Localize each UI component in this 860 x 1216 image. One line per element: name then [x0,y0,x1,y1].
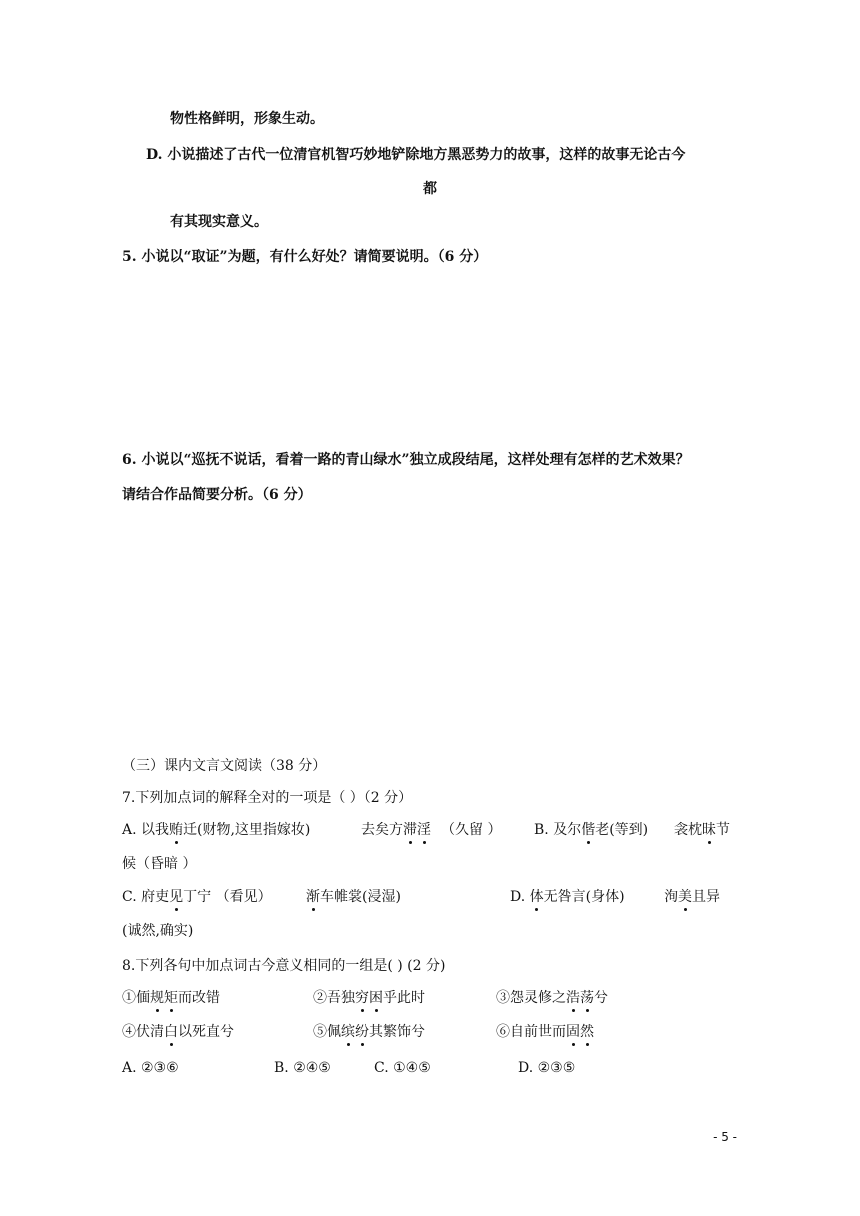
dotted-char: 淫 [417,822,431,838]
dotted-char: 见 [169,889,184,905]
question-6-line1: 6. 小说以“巡抚不说话，看着一路的青山绿水”独立成段结尾，这样处理有怎样的艺术效果？ [122,452,690,468]
dotted-char: 偕 [581,822,596,838]
option-c-label: C. 府吏 [122,889,170,905]
dotted-char: 纷 [355,1024,369,1040]
dotted-char: 然 [580,1024,594,1040]
dotted-char: 白 [164,1024,178,1040]
option-a-gloss2: （久留 ） [441,822,502,838]
question-7-stem: 7.下列加点词的解释全对的一项是（ ）（2 分） [122,790,413,806]
dotted-char: 体 [529,889,544,905]
option-a-gloss1: 迁(财物,这里指嫁妆) [183,822,311,838]
dotted-char: 昧 [702,822,716,838]
dotted-char: 缤 [341,1024,355,1040]
option-b-wrap: 候（昏暗 ） [122,856,197,872]
option-b-gloss1: 老(等到) [595,822,649,838]
option-a: A. ②③⑥ [122,1060,179,1076]
option-d-text2: 洵 [664,889,678,905]
option-d-item2 [664,888,720,906]
option-d: D. ②③⑤ [518,1060,576,1076]
sentence-2: ②吾独穷困乎此时 [313,990,425,1006]
question-6-line2: 请结合作品简要分析。（6 分） [122,487,312,503]
dotted-char: 美 [678,889,692,905]
option-b: B. ②④⑤ [274,1060,331,1076]
option-d-item1 [510,888,625,906]
sentence-6: ⑥自前世而固然 [496,1024,594,1040]
option-c: C. ①④⑤ [374,1060,431,1076]
option-c-gloss2: 车帷裳(浸湿) [320,889,401,905]
option-b-item1 [534,821,648,839]
option-c-item1 [122,888,272,906]
option-d-line2: 有其现实意义。 [170,214,268,230]
dotted-char: 固 [566,1024,580,1040]
option-c-tail: 物性格鲜明，形象生动。 [170,111,324,127]
option-d-text2-tail: 且异 [692,889,720,905]
sentence-1: ①偭规矩而改错 [122,990,220,1006]
sentence-5: ⑤佩缤纷其繁饰兮 [313,1024,425,1040]
option-a-item2 [361,821,501,839]
section-3-heading: （三）课内文言文阅读（38 分） [122,758,327,774]
option-b-text2-tail: 节 [716,822,730,838]
sentence-3: ③怨灵修之浩荡兮 [496,990,608,1006]
option-c-gloss1: 丁宁 （看见） [183,889,272,905]
option-c-item2 [306,888,401,906]
option-a-text2: 去矣方 [361,822,403,838]
question-8-stem: 8.下列各句中加点词古今意义相同的一组是( ) (2 分) [122,958,446,974]
option-b-item2 [674,821,730,839]
question-5: 5. 小说以“取证”为题，有什么好处？请简要说明。（6 分） [122,249,488,265]
page-number: - 5 - [713,1130,737,1144]
dotted-char: 贿 [169,822,184,838]
option-b-text2: 衾枕 [674,822,702,838]
dotted-char: 规 [150,990,164,1006]
option-d-gloss1: 无咎言(身体) [543,889,625,905]
dotted-char: 荡 [580,990,594,1006]
option-d-wrap: 都 [423,181,437,197]
dotted-char: 矩 [164,990,178,1006]
option-d-wrap-gloss: (诚然,确实) [122,923,194,939]
option-a-label: A. 以我 [122,822,170,838]
sentence-4: ④伏清白以死直兮 [122,1024,234,1040]
dotted-char: 渐 [306,889,320,905]
dotted-char: 浩 [566,990,580,1006]
dotted-char: 困 [369,990,383,1006]
option-b-label: B. 及尔 [534,822,582,838]
option-a-item1 [122,821,310,839]
option-d-line1: D. 小说描述了古代一位清官机智巧妙地铲除地方黑恶势力的故事，这样的故事无论古今 [146,147,686,163]
dotted-char: 滞 [403,822,417,838]
dotted-char: 穷 [355,990,369,1006]
option-d-label: D. [510,889,530,905]
